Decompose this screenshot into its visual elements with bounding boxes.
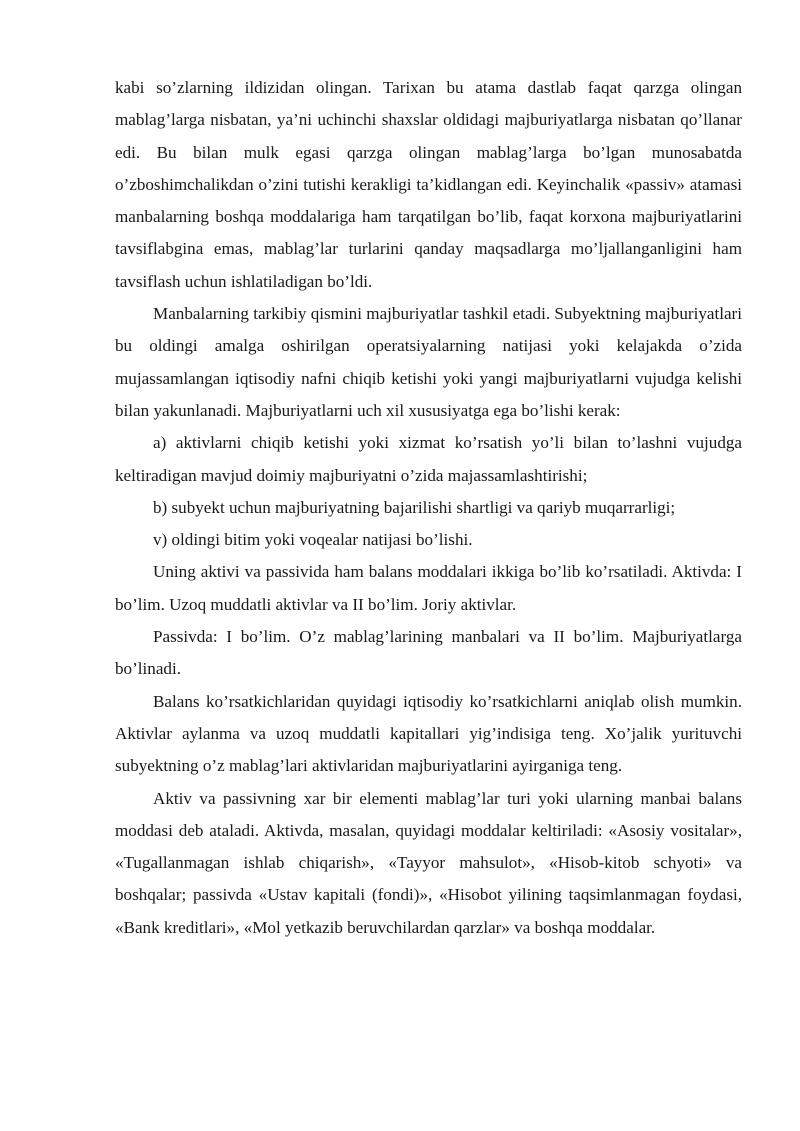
paragraph-1: kabi so’zlarning ildizidan olingan. Tarixan bu atama dastlab faqat qarzga olingan mablag’larga nisbatan, ya’ni uchinchi shaxslar oldidagi majburiyatlarga nisbatan qo’llanar edi. Bu bilan mulk egasi qarzga olingan mablag’larga bo’lgan munosabatda o’zboshimchalikdan o’zini tutishi kerakligi ta’kidlangan edi. Keyinchalik «passiv» atamasi manbalarning boshqa moddalariga ham tarqatilgan bo’lib, faqat korxona majburiyatlarini tavsiflabgina emas, mablag’lar turlarini qanday maqsadlarga mo’ljallanganligini ham tavsiflash uchun ishlatiladigan bo’ldi. <box>115 78 742 291</box>
paragraph-4-list-item-b: b) subyekt uchun majburiyatning bajarilishi shartligi va qariyb muqarrarligi; <box>153 497 676 517</box>
paragraph-9: Aktiv va passivning xar bir elementi mablag’lar turi yoki ularning manbai balans moddasi deb ataladi. Aktivda, masalan, quyidagi moddalar keltiriladi: «Asosiy vositalar», «Tugallanmagan ishlab chiqarish», «Tayyor mahsulot», «Hisob-kitob schyoti» va boshqalar; passivda «Ustav kapitali (fondi)», «Hisobot yilining taqsimlanmagan foydasi, «Bank kreditlari», «Mol yetkazib beruvchilardan qarzlar» va boshqa moddalar. <box>115 788 742 937</box>
paragraph-3-list-item-a: a) aktivlarni chiqib ketishi yoki xizmat ko’rsatish yo’li bilan to’lashni vujudga keltiradigan mavjud doimiy majburiyatni o’zida majassamlashtirishi; <box>115 433 742 485</box>
paragraph-5-list-item-v: v) oldingi bitim yoki voqealar natijasi bo’lishi. <box>153 530 473 550</box>
document-body <box>115 72 742 944</box>
paragraph-6: Uning aktivi va passivida ham balans moddalari ikkiga bo’lib ko’rsatiladi. Aktivda: I bo’lim. Uzoq muddatli aktivlar va II bo’lim. Joriy aktivlar. <box>115 562 742 614</box>
paragraph-7: Passivda: I bo’lim. O’z mablag’larining manbalari va II bo’lim. Majburiyatlarga bo’linadi. <box>115 627 742 679</box>
paragraph-2: Manbalarning tarkibiy qismini majburiyatlar tashkil etadi. Subyektning majburiyatlari bu oldingi amalga oshirilgan operatsiyalarning natijasi yoki kelajakda o’zida mujassamlangan iqtisodiy nafni chiqib ketishi yoki yangi majburiyatlarni vujudga kelishi bilan yakunlanadi. Majburiyatlarni uch xil xususiyatga ega bo’lishi kerak: <box>115 304 742 420</box>
paragraph-8: Balans ko’rsatkichlaridan quyidagi iqtisodiy ko’rsatkichlarni aniqlab olish mumkin. Aktivlar aylanma va uzoq muddatli kapitallari yig’indisiga teng. Xo’jalik yurituvchi subyektning o’z mablag’lari aktivlaridan majburiyatlarini ayirganiga teng. <box>115 691 742 776</box>
